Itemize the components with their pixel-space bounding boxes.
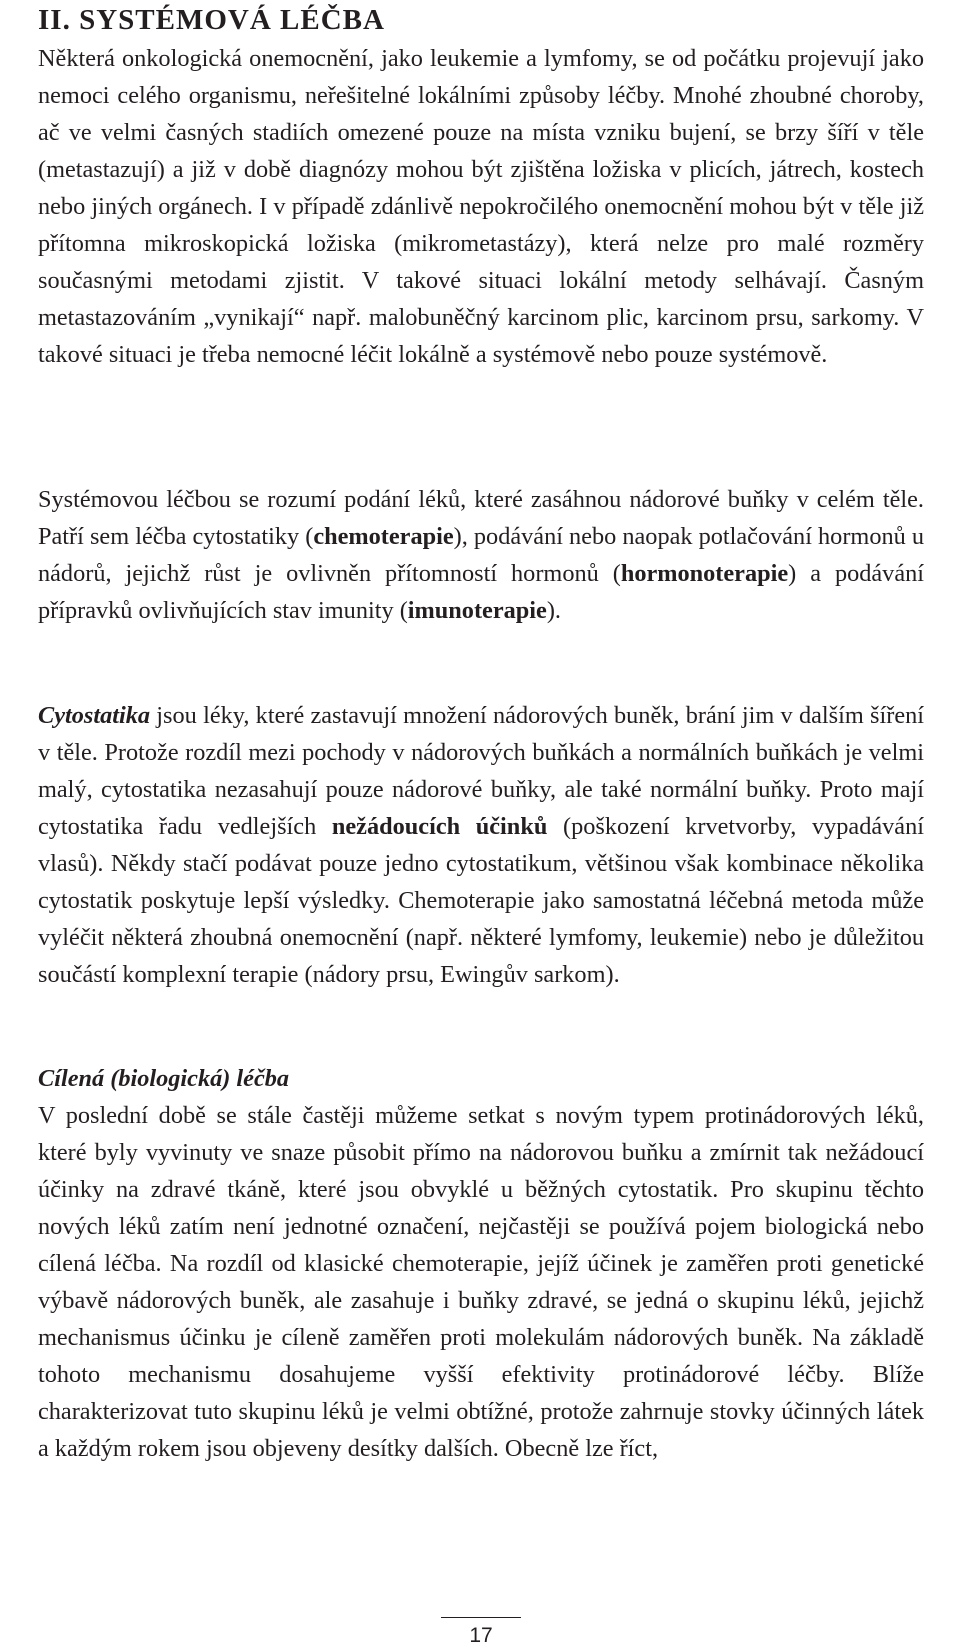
p2-text-1: Systémovou léčbou se rozumí podání léků, které zasáhnou nádorové buňky v celém těle. Patří sem léčba cytostatiky (: [38, 486, 924, 550]
term-chemotherapy: chemoterapie: [313, 523, 454, 550]
term-immunotherapy: imunoterapie: [407, 597, 547, 624]
subheading-targeted-therapy: Cílená (biologická) léčba: [38, 1065, 290, 1092]
p2-text-3: ) a podávání přípravků ovlivňujících stav imunity (: [38, 560, 925, 624]
paragraph-targeted-therapy: [38, 1060, 924, 1467]
paragraph-intro: [38, 40, 924, 373]
p3-text-2: (poškození krvetvorby, vypadávání vlasů). Někdy stačí podávat pouze jedno cytostatikum, většinou však kombinace několika cytostatik poskytuje lepší výsledky. Chemoterapie jako samostatná léčebná metoda může vyléčit některá zhoubná onemocnění (např. některé lymfomy, leukemie) nebo je důležitou součástí komplexní terapie (nádory prsu, Ewingův sarkom).: [38, 813, 924, 988]
paragraph-intro-text: Některá onkologická onemocnění, jako leukemie a lymfomy, se od počátku projevují jako nemoci celého organismu, neřešitelné lokálními způsoby léčby. Mnohé zhoubné choroby, ač ve velmi časných stadiích omezené pouze na místa vzniku bujení, se brzy šíří v těle (metastazují) a již v době diagnózy mohou být zjištěna ložiska v plicích, játrech, kostech nebo jiných orgánech. I v případě zdánlivě nepokročilého onemocnění mohou být v těle již přítomna mikroskopická ložiska (mikrometastázy), která nelze pro malé rozměry současnými metodami zjistit. V takové situaci lokální metody selhávají. Časným metastazováním „vynikají“ např. malobuněčný karcinom plic, karcinom prsu, sarkomy. V takové situaci je třeba nemocné léčit lokálně a systémově nebo pouze systémově.: [38, 45, 924, 368]
section-heading: II. SYSTÉMOVÁ LÉČBA: [38, 4, 385, 36]
page-number: 17: [469, 1624, 493, 1647]
paragraph-systemic-therapy: [38, 481, 924, 629]
p2-text-2: ), podávání nebo naopak potlačování hormonů u nádorů, jejichž růst je ovlivněn přítomností hormonů (: [38, 523, 924, 587]
term-cytostatics: Cytostatika: [38, 702, 151, 729]
p3-text-1: jsou léky, které zastavují množení nádorových buněk, brání jim v dalším šíření v těle. Protože rozdíl mezi pochody v nádorových buňkách a normálních buňkách je velmi malý, cytostatika nezasahují pouze nádorové buňky, ale také normální buňky. Proto mají cytostatika řadu vedlejších: [38, 702, 924, 840]
term-side-effects: nežádoucích účinků: [331, 813, 548, 840]
p2-text-4: ).: [546, 597, 561, 624]
p4-text: V poslední době se stále častěji můžeme setkat s novým typem protinádorových léků, které byly vyvinuty ve snaze působit přímo na nádorovou buňku a zmírnit tak nežádoucí účinky na zdravé tkáně, které jsou obvyklé u běžných cytostatik. Pro skupinu těchto nových léků zatím není jednotné označení, nejčastěji se používá pojem biologická nebo cílená léčba. Na rozdíl od klasické chemoterapie, jejíž účinek je zaměřen proti genetické výbavě nádorových buněk, ale zasahuje i buňky zdravé, se jedná o skupinu léků, jejichž mechanismus účinku je cíleně zaměřen proti molekulám nádorových buněk. Na základě tohoto mechanismu dosahujeme vyšší efektivity protinádorové léčby. Blíže charakterizovat tuto skupinu léků je velmi obtížné, protože zahrnuje stovky účinných látek a každým rokem jsou objeveny desítky dalších. Obecně lze říct,: [38, 1102, 924, 1462]
paragraph-cytostatics: [38, 697, 924, 993]
footer-rule: [441, 1617, 521, 1618]
term-hormonotherapy: hormonoterapie: [620, 560, 789, 587]
